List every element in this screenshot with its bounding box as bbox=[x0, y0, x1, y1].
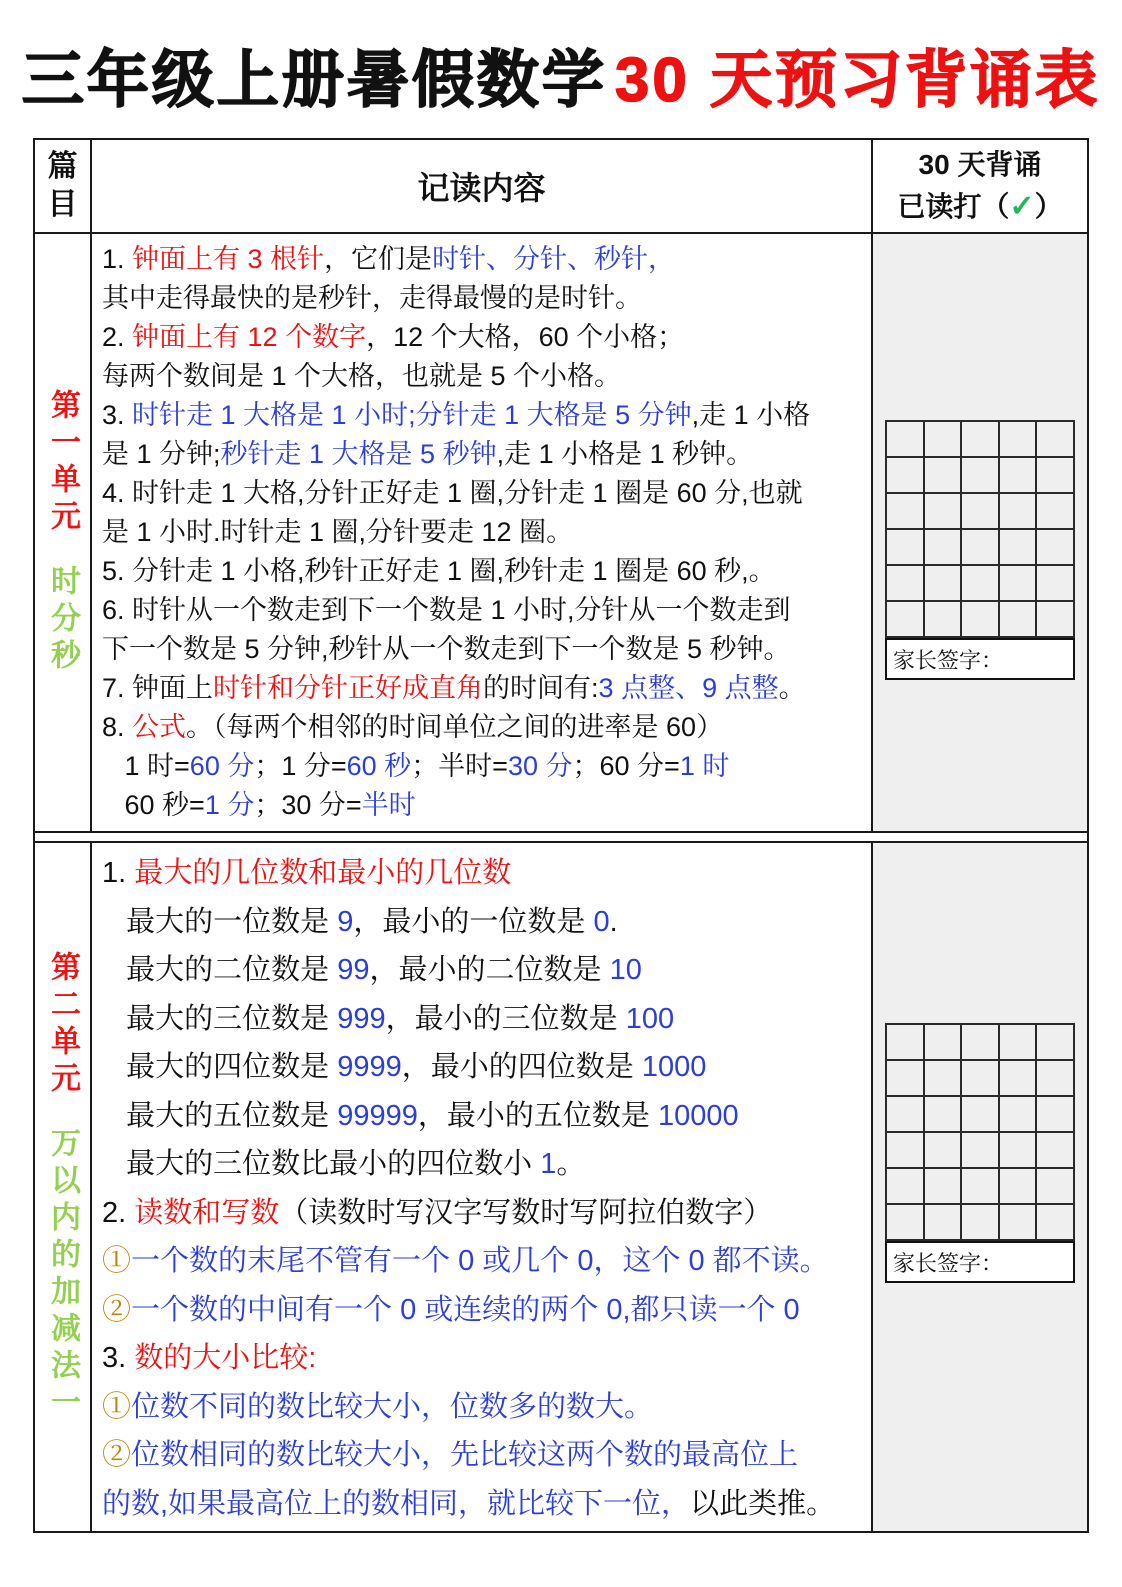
parent-signature-label: 家长签字： bbox=[893, 1250, 1004, 1276]
content-line: 是 1 分钟;秒针走 1 大格是 5 秒钟,走 1 小格是 1 秒钟。 bbox=[102, 439, 754, 469]
content-line: 60 秒=1 分；30 分=半时 bbox=[102, 790, 416, 820]
unit1-content-cell bbox=[90, 234, 871, 831]
recite-check-cell[interactable] bbox=[999, 529, 1037, 565]
content-line: 的数,如果最高位上的数相同，就比较下一位，以此类推。 bbox=[102, 1487, 836, 1520]
recite-check-cell[interactable] bbox=[999, 1024, 1037, 1060]
recite-check-cell[interactable] bbox=[961, 1204, 999, 1240]
recite-check-cell[interactable] bbox=[999, 1132, 1037, 1168]
content-line: 2. 钟面上有 12 个数字，12 个大格，60 个小格； bbox=[102, 322, 685, 352]
unit2-title: 第二单元 bbox=[46, 951, 79, 1099]
content-line: 6. 时针从一个数走到下一个数是 1 小时,分针从一个数走到 bbox=[102, 595, 791, 625]
content-line: ①位数不同的数比较大小，位数多的数大。 bbox=[102, 1390, 654, 1423]
page-title bbox=[0, 30, 1122, 119]
unit2-recite-check-grid bbox=[885, 1023, 1075, 1241]
content-line: ②一个数的中间有一个 0 或连续的两个 0,都只读一个 0 bbox=[102, 1293, 800, 1326]
unit1-check-cell bbox=[871, 234, 1087, 831]
recite-check-cell[interactable] bbox=[1036, 1096, 1074, 1132]
recite-check-cell[interactable] bbox=[999, 421, 1037, 457]
content-line: 4. 时针走 1 大格,分针正好走 1 圈,分针走 1 圈是 60 分,也就 bbox=[102, 478, 803, 508]
content-line: 最大的四位数是 9999，最小的四位数是 1000 bbox=[102, 1051, 707, 1083]
unit2-subtitle: 万以内的加减法一 bbox=[46, 1127, 79, 1423]
content-line: 1. 最大的几位数和最小的几位数 bbox=[102, 857, 512, 889]
header-content-label: 记读内容 bbox=[417, 170, 546, 206]
content-line: 每两个数间是 1 个大格，也就是 5 个小格。 bbox=[102, 361, 622, 391]
content-line: 其中走得最快的是秒针，走得最慢的是时针。 bbox=[102, 283, 642, 313]
recite-check-cell[interactable] bbox=[886, 601, 924, 637]
content-line: 最大的二位数是 99，最小的二位数是 10 bbox=[102, 954, 642, 986]
recite-check-cell[interactable] bbox=[1036, 493, 1074, 529]
recite-check-cell[interactable] bbox=[924, 1132, 962, 1168]
recite-check-cell[interactable] bbox=[999, 1096, 1037, 1132]
header-cell-check bbox=[871, 140, 1087, 234]
title-black-part: 三年级上册暑假数学 bbox=[21, 46, 607, 115]
unit1-subtitle: 时分秒 bbox=[46, 565, 79, 676]
recite-check-cell[interactable] bbox=[999, 565, 1037, 601]
content-line: 8. 公式。（每两个相邻的时间单位之间的进率是 60） bbox=[102, 712, 724, 742]
content-line: 3. 数的大小比较: bbox=[102, 1342, 317, 1374]
recite-check-cell[interactable] bbox=[886, 1060, 924, 1096]
recite-check-cell[interactable] bbox=[1036, 1060, 1074, 1096]
recite-check-cell[interactable] bbox=[924, 421, 962, 457]
recite-check-cell[interactable] bbox=[961, 1024, 999, 1060]
content-line: 最大的三位数是 999，最小的三位数是 100 bbox=[102, 1002, 675, 1035]
header-check-line1: 30 天背诵 bbox=[918, 149, 1042, 180]
content-line: ①一个数的末尾不管有一个 0 或几个 0，这个 0 都不读。 bbox=[102, 1245, 829, 1277]
parent-signature-label: 家长签字： bbox=[893, 647, 1004, 673]
recite-check-cell[interactable] bbox=[1036, 601, 1074, 637]
recite-check-cell[interactable] bbox=[961, 1096, 999, 1132]
recite-check-cell[interactable] bbox=[1036, 1204, 1074, 1240]
content-line: 3. 时针走 1 大格是 1 小时;分针走 1 大格是 5 分钟,走 1 小格 bbox=[102, 400, 811, 430]
unit2-check-cell bbox=[871, 843, 1087, 1531]
recite-check-cell[interactable] bbox=[1036, 529, 1074, 565]
content-line: 最大的三位数比最小的四位数小 1。 bbox=[102, 1148, 586, 1180]
content-line: 1. 钟面上有 3 根针，它们是时针、分针、秒针， bbox=[102, 244, 676, 274]
table-header-row bbox=[35, 140, 1087, 234]
recite-check-cell[interactable] bbox=[961, 1132, 999, 1168]
recite-check-cell[interactable] bbox=[1036, 457, 1074, 493]
recite-check-cell[interactable] bbox=[999, 493, 1037, 529]
table-row-unit2 bbox=[35, 843, 1087, 1531]
row-divider bbox=[35, 831, 1087, 843]
recite-check-cell[interactable] bbox=[924, 493, 962, 529]
content-line: 7. 钟面上时针和分针正好成直角的时间有:3 点整、9 点整。 bbox=[102, 673, 806, 703]
recite-check-cell[interactable] bbox=[886, 493, 924, 529]
recite-check-cell[interactable] bbox=[886, 1168, 924, 1204]
recite-check-cell[interactable] bbox=[924, 565, 962, 601]
header-check-line2: 已读打（✓） bbox=[897, 190, 1063, 223]
recite-check-cell[interactable] bbox=[961, 421, 999, 457]
recite-check-cell[interactable] bbox=[1036, 565, 1074, 601]
recite-check-cell[interactable] bbox=[924, 529, 962, 565]
unit2-content-lines bbox=[92, 843, 871, 1528]
recite-check-cell[interactable] bbox=[886, 1024, 924, 1060]
recitation-table bbox=[33, 138, 1089, 1533]
recite-check-cell[interactable] bbox=[1036, 1024, 1074, 1060]
content-line: 1 时=60 分；1 分=60 秒；半时=30 分；60 分=1 时 bbox=[102, 751, 730, 781]
header-unit-label: 篇目 bbox=[47, 150, 78, 221]
unit2-content-cell bbox=[90, 843, 871, 1531]
recite-check-cell[interactable] bbox=[961, 565, 999, 601]
recite-check-cell[interactable] bbox=[886, 421, 924, 457]
recite-check-cell[interactable] bbox=[886, 565, 924, 601]
recite-check-cell[interactable] bbox=[1036, 421, 1074, 457]
recite-check-cell[interactable] bbox=[1036, 1168, 1074, 1204]
unit2-parent-signature-box[interactable] bbox=[885, 1241, 1075, 1283]
recite-check-cell[interactable] bbox=[999, 1168, 1037, 1204]
recite-check-cell[interactable] bbox=[961, 1168, 999, 1204]
unit1-parent-signature-box[interactable] bbox=[885, 638, 1075, 680]
recite-check-cell[interactable] bbox=[961, 457, 999, 493]
content-line: 是 1 小时.时针走 1 圈,分针要走 12 圈。 bbox=[102, 517, 574, 547]
recite-check-cell[interactable] bbox=[961, 493, 999, 529]
unit1-title: 第一单元 bbox=[46, 389, 79, 537]
recite-check-cell[interactable] bbox=[886, 529, 924, 565]
recite-check-cell[interactable] bbox=[924, 457, 962, 493]
recite-check-cell[interactable] bbox=[924, 1096, 962, 1132]
recite-check-cell[interactable] bbox=[999, 457, 1037, 493]
header-cell-unit bbox=[35, 140, 90, 234]
recite-check-cell[interactable] bbox=[924, 1060, 962, 1096]
table-row-unit1 bbox=[35, 234, 1087, 831]
recite-check-cell[interactable] bbox=[924, 1204, 962, 1240]
header-cell-content bbox=[90, 140, 871, 234]
content-line: 2. 读数和写数（读数时写汉字写数时写阿拉伯数字） bbox=[102, 1196, 773, 1229]
unit1-recite-check-grid bbox=[885, 420, 1075, 638]
recite-check-cell[interactable] bbox=[886, 1204, 924, 1240]
check-mark-icon: ✓ bbox=[1009, 190, 1035, 223]
recite-check-cell[interactable] bbox=[924, 601, 962, 637]
recite-check-cell[interactable] bbox=[999, 601, 1037, 637]
content-line: 5. 分针走 1 小格,秒针正好走 1 圈,秒针走 1 圈是 60 秒,。 bbox=[102, 556, 776, 586]
content-line: 最大的五位数是 99999，最小的五位数是 10000 bbox=[102, 1099, 739, 1132]
unit1-content-lines bbox=[92, 234, 871, 825]
content-line: 最大的一位数是 9，最小的一位数是 0. bbox=[102, 905, 618, 938]
content-line: ②位数相同的数比较大小，先比较这两个数的最高位上 bbox=[102, 1439, 799, 1471]
recite-check-cell[interactable] bbox=[1036, 1132, 1074, 1168]
content-line: 下一个数是 5 分钟,秒针从一个数走到下一个数是 5 秒钟。 bbox=[102, 634, 791, 664]
recite-check-cell[interactable] bbox=[886, 1132, 924, 1168]
recite-check-cell[interactable] bbox=[886, 457, 924, 493]
recite-check-cell[interactable] bbox=[961, 601, 999, 637]
recite-check-cell[interactable] bbox=[924, 1024, 962, 1060]
recite-check-cell[interactable] bbox=[961, 1060, 999, 1096]
recite-check-cell[interactable] bbox=[999, 1060, 1037, 1096]
unit1-label-cell bbox=[35, 234, 90, 831]
title-red-part: 30 天预习背诵表 bbox=[614, 46, 1101, 115]
recite-check-cell[interactable] bbox=[886, 1096, 924, 1132]
recite-check-cell[interactable] bbox=[961, 529, 999, 565]
unit2-label-cell bbox=[35, 843, 90, 1531]
recite-check-cell[interactable] bbox=[999, 1204, 1037, 1240]
recite-check-cell[interactable] bbox=[924, 1168, 962, 1204]
